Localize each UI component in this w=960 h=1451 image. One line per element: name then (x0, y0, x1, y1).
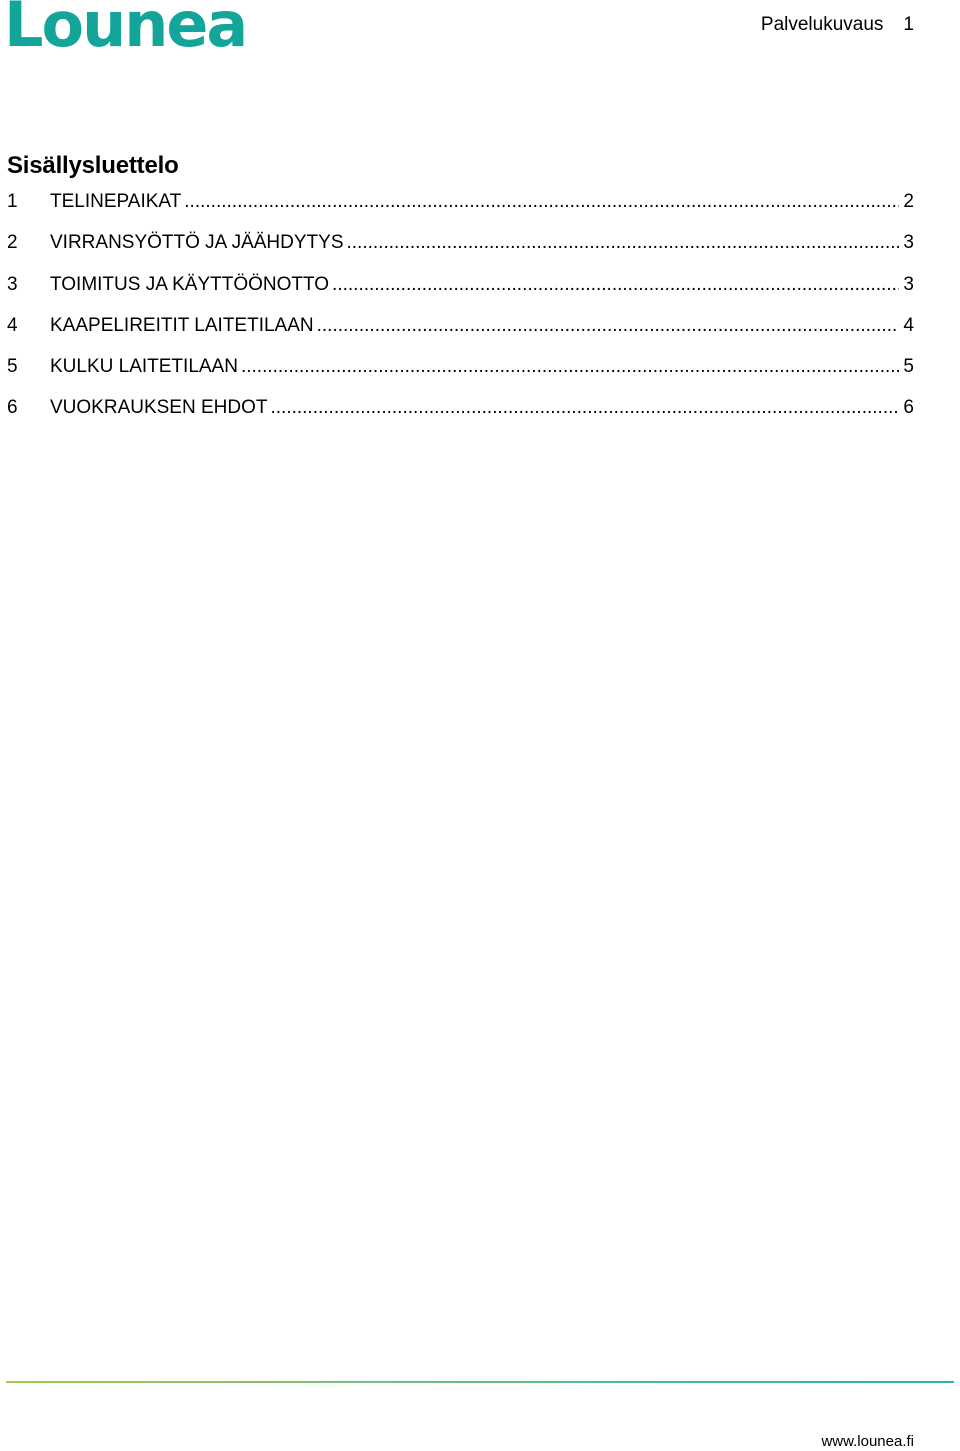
toc-entry-title: VIRRANSYÖTTÖ JA JÄÄHDYTYS (50, 232, 344, 254)
toc-entry-page: 6 (903, 397, 914, 419)
toc-entry-title: VUOKRAUKSEN EHDOT (50, 397, 268, 419)
toc-heading: Sisällysluettelo (7, 152, 179, 179)
toc-entry[interactable] (7, 190, 914, 231)
footer-website-link[interactable]: www.lounea.fi (821, 1433, 914, 1450)
toc-entry-page: 2 (903, 191, 914, 212)
document-type-label: Palvelukuvaus (760, 14, 884, 35)
table-of-contents (7, 190, 914, 438)
toc-entry-number: 2 (7, 232, 18, 254)
toc-entry-number: 4 (7, 314, 18, 336)
toc-entry[interactable] (7, 231, 914, 272)
toc-entry[interactable] (7, 396, 914, 437)
toc-entry-title: KULKU LAITETILAAN (50, 356, 238, 378)
toc-dot-leader (332, 273, 899, 297)
page-header (761, 14, 914, 36)
toc-entry-title: KAAPELIREITIT LAITETILAAN (50, 314, 314, 336)
toc-dot-leader (347, 231, 900, 255)
toc-dot-leader (241, 355, 899, 379)
toc-entry[interactable] (7, 314, 914, 355)
toc-entry[interactable] (7, 273, 914, 314)
toc-entry-page: 5 (903, 356, 914, 378)
footer-divider (6, 1381, 954, 1383)
lounea-logo: Lounea (4, 0, 247, 61)
toc-entry-number: 6 (7, 397, 18, 419)
toc-entry-number: 1 (7, 191, 18, 212)
toc-entry-page: 4 (903, 314, 914, 336)
toc-entry[interactable] (7, 355, 914, 396)
toc-dot-leader (317, 314, 900, 338)
toc-dot-leader (184, 190, 899, 214)
toc-entry-title: TOIMITUS JA KÄYTTÖÖNOTTO (50, 273, 330, 295)
toc-entry-title: TELINEPAIKAT (50, 191, 182, 212)
toc-dot-leader (270, 396, 899, 420)
toc-entry-page: 3 (903, 232, 914, 254)
toc-entry-page: 3 (903, 273, 914, 295)
page-number: 1 (903, 14, 914, 35)
toc-entry-number: 3 (7, 273, 18, 295)
toc-entry-number: 5 (7, 356, 18, 378)
